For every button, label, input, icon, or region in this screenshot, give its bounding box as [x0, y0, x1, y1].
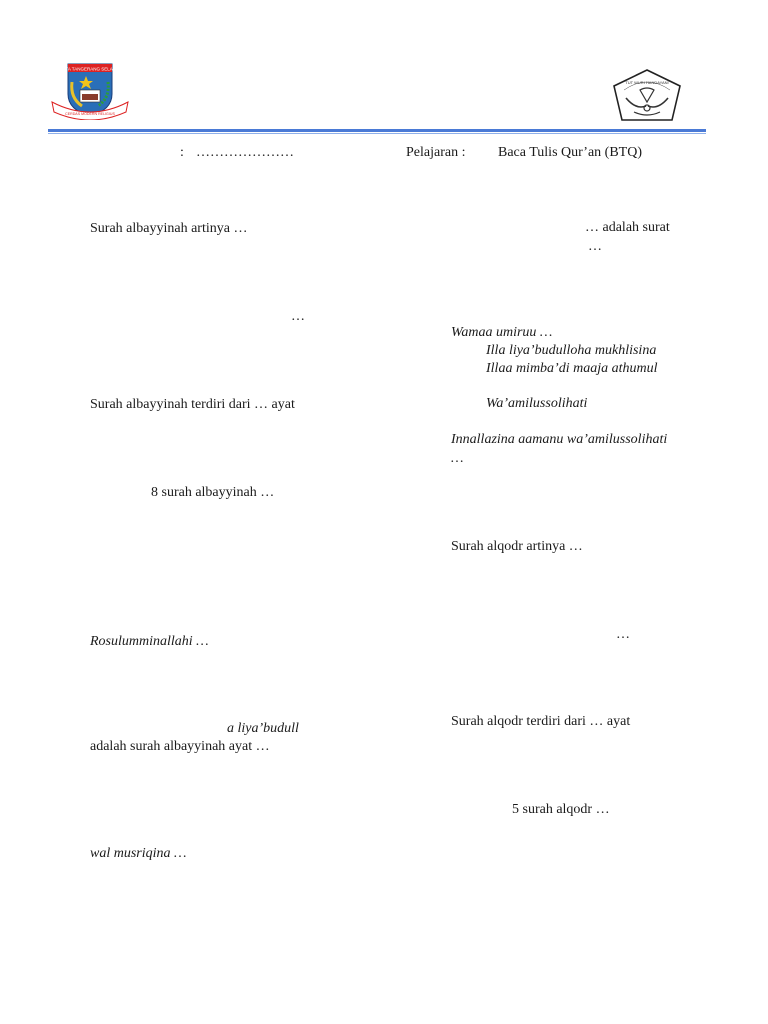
question-item: Wamaa umiruu … [451, 325, 553, 340]
question-item: … [616, 627, 630, 642]
name-field-blank: ………………… [196, 145, 294, 160]
question-item: Illaa mimba’di maaja athumul [486, 361, 658, 376]
svg-text:TUT WURI HANDAYANI: TUT WURI HANDAYANI [625, 80, 669, 85]
question-item: adalah surah albayyinah ayat … [90, 739, 270, 754]
question-item: … [451, 451, 464, 466]
question-item: Surah albayyinah terdiri dari … ayat [90, 397, 295, 412]
question-item: wal musriqina … [90, 846, 187, 861]
question-item: Surah albayyinah artinya … [90, 221, 248, 236]
tut-wuri-handayani-logo-icon [610, 68, 684, 122]
kota-tangerang-selatan-logo-icon [48, 60, 132, 120]
svg-text:CERDAS MODERN RELIGIUS: CERDAS MODERN RELIGIUS [65, 112, 115, 116]
question-item: … [291, 309, 305, 324]
svg-text:KOTA TANGERANG SELATAN: KOTA TANGERANG SELATAN [58, 66, 122, 72]
question-item: Rosulumminallahi … [90, 634, 209, 649]
question-item: 5 surah alqodr … [512, 802, 610, 817]
subject-label: Pelajaran : [406, 145, 466, 160]
subject-value: Baca Tulis Qur’an (BTQ) [498, 145, 643, 160]
question-item: Illa liya’budulloha mukhlisina [486, 343, 657, 358]
name-field-colon: : [180, 145, 184, 160]
question-item: Surah alqodr terdiri dari … ayat [451, 714, 631, 729]
question-item: Surah alqodr artinya … [451, 539, 583, 554]
header-divider [48, 129, 706, 132]
question-item: … [588, 239, 602, 254]
question-item: … adalah surat [585, 220, 670, 235]
header-divider-thin [48, 133, 706, 134]
question-item: Wa’amilussolihati [486, 396, 588, 411]
question-item: Innallazina aamanu wa’amilussolihati [451, 432, 668, 447]
question-item: 8 surah albayyinah … [151, 485, 275, 500]
question-item: a liya’budull [227, 721, 299, 736]
